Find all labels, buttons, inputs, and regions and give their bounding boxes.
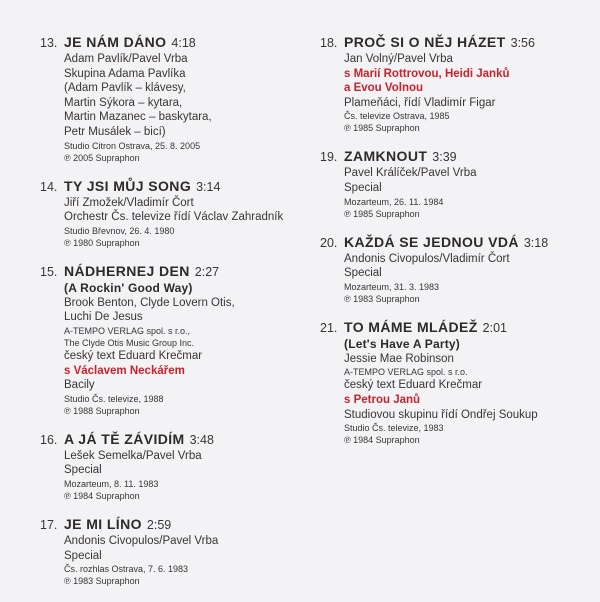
credit-line: Petr Musálek – bicí) [64, 125, 166, 138]
track-entry [320, 148, 590, 219]
recording-info-line: ℗ 1983 Supraphon [344, 293, 420, 304]
left-track-column [40, 34, 302, 601]
recording-info-line: Studio Čs. televize, 1988 [64, 393, 164, 404]
track-duration: 3:48 [189, 432, 214, 447]
track-title: A JÁ TĚ ZÁVIDÍM [64, 430, 185, 447]
recording-info-line: Čs. rozhlas Ostrava, 7. 6. 1983 [64, 564, 189, 575]
featured-artist-line: s Václavem Neckářem [64, 364, 185, 377]
credit-line: Luchi De Jesus [64, 311, 143, 324]
track-subtitle: (A Rockin' Good Way) [64, 280, 193, 295]
track-entry [40, 34, 302, 164]
track-duration: 3:56 [510, 36, 535, 50]
track-credits [320, 166, 590, 219]
track-number: 21. [320, 320, 338, 335]
track-credits [40, 281, 302, 417]
recording-info-line: ℗ 1985 Supraphon [344, 123, 420, 134]
track-title: PROČ SI O NĚJ HÁZET [344, 34, 506, 50]
credit-line: Orchestr Čs. televize řídí Václav Zahradník [64, 211, 284, 224]
track-header [40, 34, 302, 52]
track-header [320, 34, 590, 52]
credit-line: Special [64, 549, 102, 562]
credit-line: Bacily [64, 379, 95, 392]
recording-info-line: The Clyde Otis Music Group Inc. [64, 337, 195, 348]
recording-info-line: Studio Břevnov, 26. 4. 1980 [64, 225, 175, 236]
recording-info-line: ℗ 2005 Supraphon [64, 152, 140, 163]
track-header [320, 234, 590, 252]
recording-info-line: A-TEMPO VERLAG spol. s r.o., [64, 325, 191, 336]
track-title: ZAMKNOUT [344, 148, 428, 165]
track-duration: 3:39 [432, 150, 457, 165]
recording-info-line: ℗ 1988 Supraphon [64, 405, 140, 416]
track-number: 18. [320, 36, 338, 50]
recording-info-line: Studio Čs. televize, 1983 [344, 423, 444, 434]
credit-line: Martin Sýkora – kytara, [64, 96, 183, 109]
credit-line: český text Eduard Krečmar [344, 379, 483, 392]
featured-artist-line: a Evou Volnou [344, 82, 424, 95]
track-header [40, 431, 302, 449]
recording-info-line: Mozarteum, 8. 11. 1983 [64, 478, 159, 489]
credit-line: Jessie Mae Robinson [344, 352, 454, 365]
recording-info-line: ℗ 1984 Supraphon [64, 490, 140, 501]
track-credits [40, 52, 302, 164]
featured-artist-line: s Marií Rottrovou, Heidi Janků [344, 67, 510, 80]
track-entry [40, 516, 302, 587]
track-duration: 3:14 [196, 179, 221, 194]
track-title: TY JSI MŮJ SONG [64, 177, 192, 194]
track-number: 20. [320, 235, 338, 250]
credit-line: Brook Benton, Clyde Lovern Otis, [64, 296, 235, 309]
recording-info-line: ℗ 1984 Supraphon [344, 435, 420, 446]
recording-info-line: A-TEMPO VERLAG spol. s r.o. [344, 367, 468, 378]
track-header [40, 516, 302, 534]
credit-line: Jiří Zmožek/Vladimír Čort [64, 196, 194, 209]
credit-line: Lešek Semelka/Pavel Vrba [64, 449, 202, 462]
recording-info-line: Studio Citron Ostrava, 25. 8. 2005 [64, 140, 201, 151]
credit-line: Special [344, 267, 382, 280]
track-entry [320, 319, 590, 446]
credit-line: Pavel Králíček/Pavel Vrba [344, 167, 477, 180]
credit-line: Andonis Civopulos/Pavel Vrba [64, 534, 219, 547]
track-entry [320, 34, 590, 134]
track-header [320, 319, 590, 337]
track-duration: 4:18 [171, 36, 196, 50]
track-header [40, 263, 302, 281]
credit-line: (Adam Pavlík – klávesy, [64, 82, 186, 95]
track-entry [320, 234, 590, 305]
track-number: 19. [320, 150, 338, 165]
credit-line: Skupina Adama Pavlíka [64, 67, 186, 80]
credit-line: Studiovou skupinu řídí Ondřej Soukup [344, 408, 538, 421]
track-title: KAŽDÁ SE JEDNOU VDÁ [344, 233, 519, 250]
track-credits [40, 196, 302, 249]
featured-artist-line: s Petrou Janů [344, 393, 421, 406]
credit-line: Jan Volný/Pavel Vrba [344, 53, 453, 65]
track-title: TO MÁME MLÁDEŽ [344, 318, 478, 335]
track-duration: 2:59 [146, 517, 172, 532]
recording-info-line: ℗ 1983 Supraphon [64, 576, 140, 587]
recording-info-line: Čs. televize Ostrava, 1985 [344, 111, 450, 122]
track-number: 14. [40, 179, 58, 194]
track-number: 15. [40, 264, 58, 279]
recording-info-line: ℗ 1985 Supraphon [344, 208, 420, 219]
credit-line: Adam Pavlík/Pavel Vrba [64, 53, 188, 65]
credit-line: český text Eduard Krečmar [64, 349, 203, 362]
track-duration: 3:18 [523, 235, 549, 250]
track-title: NÁDHERNEJ DEN [64, 262, 190, 279]
track-duration: 2:01 [482, 320, 508, 335]
track-entry [40, 431, 302, 502]
track-title: JE MI LÍNO [64, 515, 142, 532]
recording-info-line: ℗ 1980 Supraphon [64, 237, 140, 248]
track-title: JE NÁM DÁNO [64, 34, 167, 50]
track-header [320, 148, 590, 166]
track-credits [320, 252, 590, 305]
recording-info-line: Mozarteum, 26. 11. 1984 [344, 196, 444, 207]
track-credits [40, 449, 302, 502]
credit-line: Andonis Civopulos/Vladimír Čort [344, 252, 510, 265]
track-header [40, 178, 302, 196]
track-number: 16. [40, 432, 58, 447]
credit-line: Special [64, 464, 102, 477]
track-duration: 2:27 [194, 264, 220, 279]
track-credits [40, 534, 302, 587]
recording-info-line: Mozarteum, 31. 3. 1983 [344, 281, 440, 292]
track-subtitle: (Let's Have A Party) [344, 336, 461, 351]
credit-line: Plameňáci, řídí Vladimír Figar [344, 96, 496, 109]
right-track-column [320, 34, 590, 460]
track-credits [320, 52, 590, 134]
track-number: 17. [40, 517, 58, 532]
track-number: 13. [40, 36, 58, 50]
track-credits [320, 337, 590, 446]
credit-line: Special [344, 181, 382, 194]
track-entry [40, 263, 302, 417]
track-entry [40, 178, 302, 249]
credit-line: Martin Mazanec – baskytara, [64, 111, 212, 124]
